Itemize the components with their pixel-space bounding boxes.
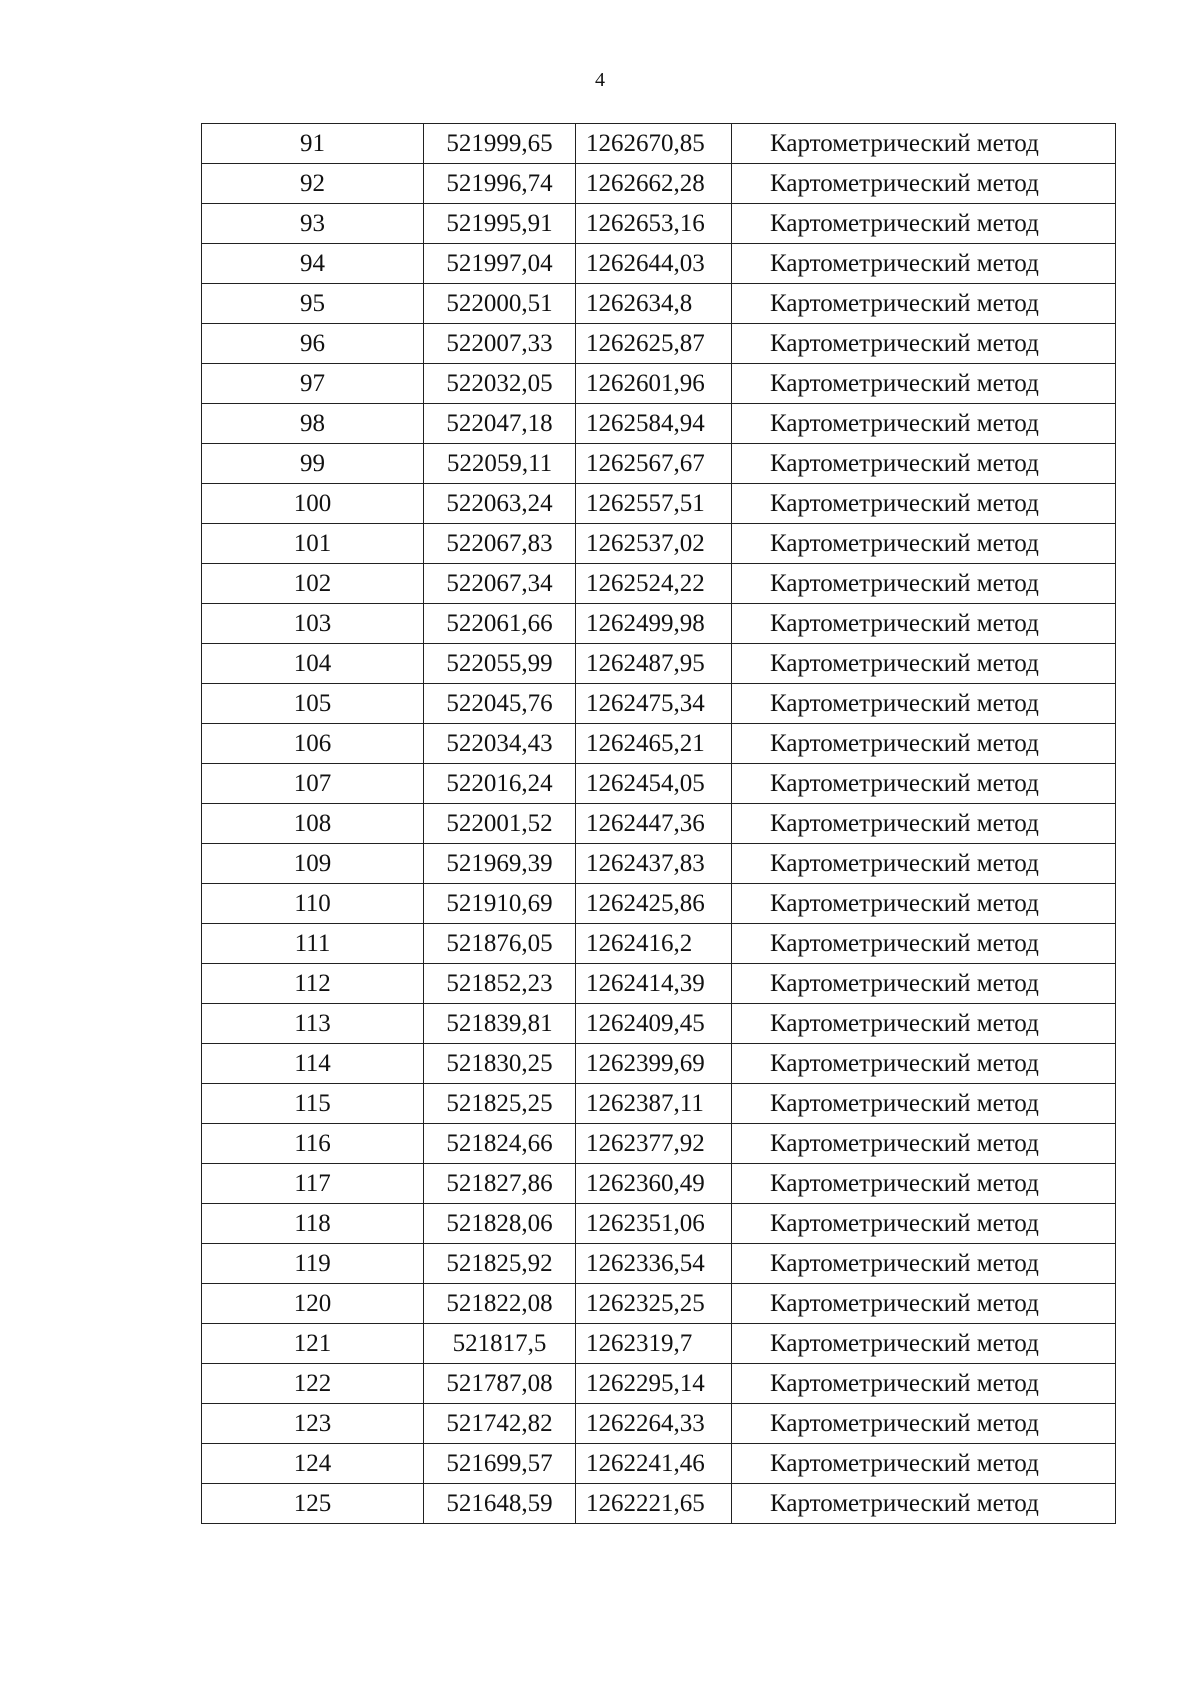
point-number-cell: 105 <box>202 684 424 724</box>
table-row <box>202 604 1116 644</box>
x-coordinate-cell: 522000,51 <box>424 284 576 324</box>
method-cell: Картометрический метод <box>732 204 1116 244</box>
method-cell: Картометрический метод <box>732 604 1116 644</box>
table-row <box>202 1204 1116 1244</box>
x-coordinate-cell: 521995,91 <box>424 204 576 244</box>
point-number-cell: 125 <box>202 1484 424 1524</box>
point-number-cell: 98 <box>202 404 424 444</box>
y-coordinate-cell: 1262295,14 <box>576 1364 732 1404</box>
x-coordinate-cell: 521999,65 <box>424 124 576 164</box>
point-number-cell: 109 <box>202 844 424 884</box>
y-coordinate-cell: 1262387,11 <box>576 1084 732 1124</box>
x-coordinate-cell: 521822,08 <box>424 1284 576 1324</box>
y-coordinate-cell: 1262454,05 <box>576 764 732 804</box>
x-coordinate-cell: 521997,04 <box>424 244 576 284</box>
method-cell: Картометрический метод <box>732 444 1116 484</box>
table-row <box>202 1124 1116 1164</box>
table-row <box>202 524 1116 564</box>
table-row <box>202 364 1116 404</box>
x-coordinate-cell: 521787,08 <box>424 1364 576 1404</box>
y-coordinate-cell: 1262425,86 <box>576 884 732 924</box>
method-cell: Картометрический метод <box>732 924 1116 964</box>
y-coordinate-cell: 1262644,03 <box>576 244 732 284</box>
x-coordinate-cell: 521827,86 <box>424 1164 576 1204</box>
method-cell: Картометрический метод <box>732 724 1116 764</box>
table-row <box>202 1284 1116 1324</box>
table-body <box>202 124 1116 1524</box>
x-coordinate-cell: 522063,24 <box>424 484 576 524</box>
x-coordinate-cell: 521839,81 <box>424 1004 576 1044</box>
table-row <box>202 844 1116 884</box>
method-cell: Картометрический метод <box>732 244 1116 284</box>
point-number-cell: 111 <box>202 924 424 964</box>
method-cell: Картометрический метод <box>732 1284 1116 1324</box>
table-row <box>202 1004 1116 1044</box>
x-coordinate-cell: 521828,06 <box>424 1204 576 1244</box>
y-coordinate-cell: 1262584,94 <box>576 404 732 444</box>
table-row <box>202 404 1116 444</box>
y-coordinate-cell: 1262319,7 <box>576 1324 732 1364</box>
point-number-cell: 115 <box>202 1084 424 1124</box>
y-coordinate-cell: 1262360,49 <box>576 1164 732 1204</box>
table-row <box>202 1484 1116 1524</box>
point-number-cell: 96 <box>202 324 424 364</box>
method-cell: Картометрический метод <box>732 124 1116 164</box>
table-row <box>202 124 1116 164</box>
method-cell: Картометрический метод <box>732 324 1116 364</box>
method-cell: Картометрический метод <box>732 1004 1116 1044</box>
x-coordinate-cell: 521852,23 <box>424 964 576 1004</box>
x-coordinate-cell: 522067,34 <box>424 564 576 604</box>
x-coordinate-cell: 521825,25 <box>424 1084 576 1124</box>
y-coordinate-cell: 1262399,69 <box>576 1044 732 1084</box>
point-number-cell: 118 <box>202 1204 424 1244</box>
point-number-cell: 119 <box>202 1244 424 1284</box>
table-row <box>202 1404 1116 1444</box>
method-cell: Картометрический метод <box>732 524 1116 564</box>
y-coordinate-cell: 1262487,95 <box>576 644 732 684</box>
y-coordinate-cell: 1262447,36 <box>576 804 732 844</box>
point-number-cell: 107 <box>202 764 424 804</box>
table-row <box>202 204 1116 244</box>
method-cell: Картометрический метод <box>732 1324 1116 1364</box>
method-cell: Картометрический метод <box>732 284 1116 324</box>
point-number-cell: 102 <box>202 564 424 604</box>
table-row <box>202 804 1116 844</box>
x-coordinate-cell: 522059,11 <box>424 444 576 484</box>
method-cell: Картометрический метод <box>732 1204 1116 1244</box>
table-row <box>202 684 1116 724</box>
y-coordinate-cell: 1262437,83 <box>576 844 732 884</box>
point-number-cell: 104 <box>202 644 424 684</box>
point-number-cell: 114 <box>202 1044 424 1084</box>
x-coordinate-cell: 522032,05 <box>424 364 576 404</box>
y-coordinate-cell: 1262465,21 <box>576 724 732 764</box>
x-coordinate-cell: 521825,92 <box>424 1244 576 1284</box>
x-coordinate-cell: 522001,52 <box>424 804 576 844</box>
table-row <box>202 644 1116 684</box>
point-number-cell: 123 <box>202 1404 424 1444</box>
y-coordinate-cell: 1262670,85 <box>576 124 732 164</box>
coordinates-table <box>201 123 1116 1524</box>
method-cell: Картометрический метод <box>732 564 1116 604</box>
x-coordinate-cell: 521824,66 <box>424 1124 576 1164</box>
y-coordinate-cell: 1262537,02 <box>576 524 732 564</box>
x-coordinate-cell: 522061,66 <box>424 604 576 644</box>
y-coordinate-cell: 1262634,8 <box>576 284 732 324</box>
y-coordinate-cell: 1262221,65 <box>576 1484 732 1524</box>
x-coordinate-cell: 521742,82 <box>424 1404 576 1444</box>
y-coordinate-cell: 1262377,92 <box>576 1124 732 1164</box>
x-coordinate-cell: 522047,18 <box>424 404 576 444</box>
method-cell: Картометрический метод <box>732 1044 1116 1084</box>
method-cell: Картометрический метод <box>732 1244 1116 1284</box>
y-coordinate-cell: 1262601,96 <box>576 364 732 404</box>
method-cell: Картометрический метод <box>732 884 1116 924</box>
point-number-cell: 97 <box>202 364 424 404</box>
y-coordinate-cell: 1262409,45 <box>576 1004 732 1044</box>
method-cell: Картометрический метод <box>732 764 1116 804</box>
method-cell: Картометрический метод <box>732 1084 1116 1124</box>
y-coordinate-cell: 1262567,67 <box>576 444 732 484</box>
table-row <box>202 1044 1116 1084</box>
x-coordinate-cell: 522007,33 <box>424 324 576 364</box>
y-coordinate-cell: 1262325,25 <box>576 1284 732 1324</box>
point-number-cell: 121 <box>202 1324 424 1364</box>
method-cell: Картометрический метод <box>732 644 1116 684</box>
table-row <box>202 1444 1116 1484</box>
table-row <box>202 884 1116 924</box>
method-cell: Картометрический метод <box>732 684 1116 724</box>
y-coordinate-cell: 1262264,33 <box>576 1404 732 1444</box>
method-cell: Картометрический метод <box>732 1164 1116 1204</box>
point-number-cell: 108 <box>202 804 424 844</box>
x-coordinate-cell: 522055,99 <box>424 644 576 684</box>
point-number-cell: 106 <box>202 724 424 764</box>
point-number-cell: 110 <box>202 884 424 924</box>
point-number-cell: 103 <box>202 604 424 644</box>
table-row <box>202 324 1116 364</box>
method-cell: Картометрический метод <box>732 1444 1116 1484</box>
method-cell: Картометрический метод <box>732 364 1116 404</box>
x-coordinate-cell: 522067,83 <box>424 524 576 564</box>
point-number-cell: 94 <box>202 244 424 284</box>
method-cell: Картометрический метод <box>732 1124 1116 1164</box>
table-row <box>202 1244 1116 1284</box>
y-coordinate-cell: 1262524,22 <box>576 564 732 604</box>
y-coordinate-cell: 1262416,2 <box>576 924 732 964</box>
point-number-cell: 101 <box>202 524 424 564</box>
point-number-cell: 122 <box>202 1364 424 1404</box>
x-coordinate-cell: 521648,59 <box>424 1484 576 1524</box>
table-row <box>202 244 1116 284</box>
point-number-cell: 95 <box>202 284 424 324</box>
x-coordinate-cell: 521910,69 <box>424 884 576 924</box>
method-cell: Картометрический метод <box>732 964 1116 1004</box>
table-row <box>202 964 1116 1004</box>
point-number-cell: 99 <box>202 444 424 484</box>
x-coordinate-cell: 522016,24 <box>424 764 576 804</box>
table-row <box>202 284 1116 324</box>
point-number-cell: 100 <box>202 484 424 524</box>
y-coordinate-cell: 1262625,87 <box>576 324 732 364</box>
method-cell: Картометрический метод <box>732 164 1116 204</box>
method-cell: Картометрический метод <box>732 844 1116 884</box>
y-coordinate-cell: 1262653,16 <box>576 204 732 244</box>
point-number-cell: 113 <box>202 1004 424 1044</box>
y-coordinate-cell: 1262336,54 <box>576 1244 732 1284</box>
method-cell: Картометрический метод <box>732 484 1116 524</box>
point-number-cell: 124 <box>202 1444 424 1484</box>
table-row <box>202 1164 1116 1204</box>
table-row <box>202 1084 1116 1124</box>
method-cell: Картометрический метод <box>732 804 1116 844</box>
y-coordinate-cell: 1262662,28 <box>576 164 732 204</box>
x-coordinate-cell: 521876,05 <box>424 924 576 964</box>
table-row <box>202 564 1116 604</box>
y-coordinate-cell: 1262499,98 <box>576 604 732 644</box>
point-number-cell: 91 <box>202 124 424 164</box>
y-coordinate-cell: 1262241,46 <box>576 1444 732 1484</box>
point-number-cell: 92 <box>202 164 424 204</box>
x-coordinate-cell: 522034,43 <box>424 724 576 764</box>
x-coordinate-cell: 521996,74 <box>424 164 576 204</box>
point-number-cell: 116 <box>202 1124 424 1164</box>
method-cell: Картометрический метод <box>732 1484 1116 1524</box>
y-coordinate-cell: 1262475,34 <box>576 684 732 724</box>
table-row <box>202 764 1116 804</box>
x-coordinate-cell: 521699,57 <box>424 1444 576 1484</box>
point-number-cell: 93 <box>202 204 424 244</box>
table-row <box>202 924 1116 964</box>
table-row <box>202 724 1116 764</box>
table-row <box>202 484 1116 524</box>
x-coordinate-cell: 522045,76 <box>424 684 576 724</box>
table-row <box>202 444 1116 484</box>
method-cell: Картометрический метод <box>732 1404 1116 1444</box>
method-cell: Картометрический метод <box>732 1364 1116 1404</box>
y-coordinate-cell: 1262414,39 <box>576 964 732 1004</box>
table-row <box>202 1364 1116 1404</box>
table-row <box>202 1324 1116 1364</box>
y-coordinate-cell: 1262351,06 <box>576 1204 732 1244</box>
point-number-cell: 112 <box>202 964 424 1004</box>
x-coordinate-cell: 521817,5 <box>424 1324 576 1364</box>
method-cell: Картометрический метод <box>732 404 1116 444</box>
x-coordinate-cell: 521969,39 <box>424 844 576 884</box>
table-row <box>202 164 1116 204</box>
y-coordinate-cell: 1262557,51 <box>576 484 732 524</box>
page-number: 4 <box>595 69 605 91</box>
point-number-cell: 117 <box>202 1164 424 1204</box>
point-number-cell: 120 <box>202 1284 424 1324</box>
x-coordinate-cell: 521830,25 <box>424 1044 576 1084</box>
